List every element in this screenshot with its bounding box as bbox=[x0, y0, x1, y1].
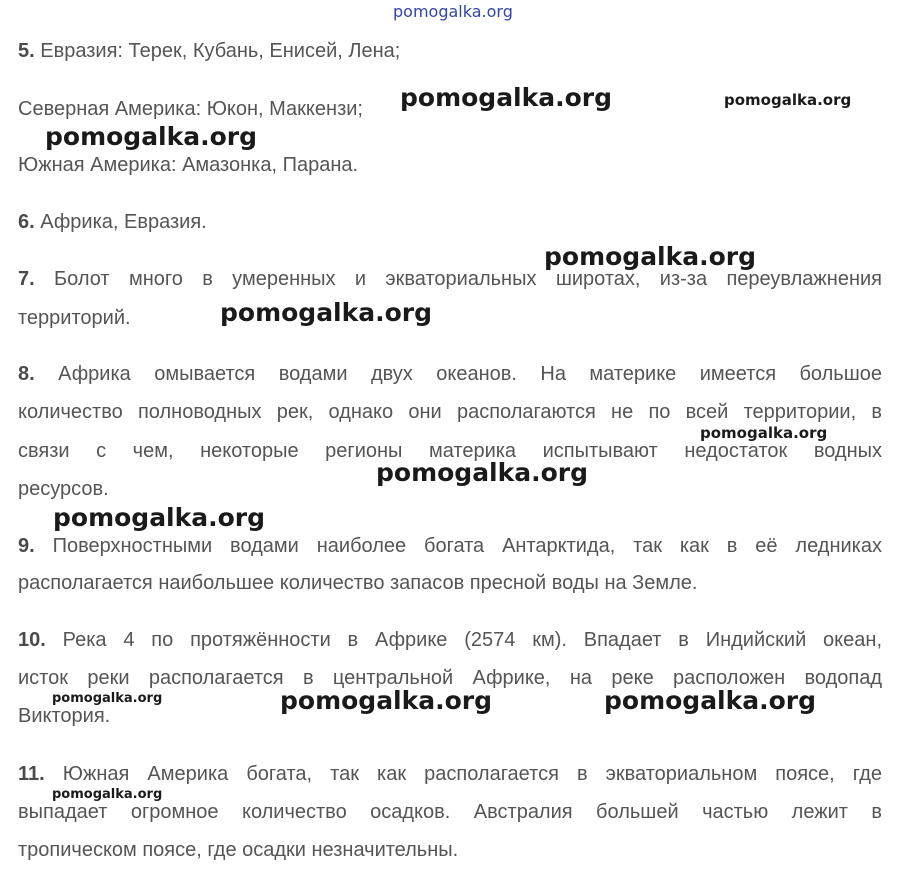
answer-9-text-1: Поверхностными водами наиболее богата Антарктида, так как в её ледниках bbox=[52, 535, 882, 557]
answer-6-number: 6. bbox=[18, 211, 35, 233]
answer-5-line-3: Южная Америка: Амазонка, Парана. bbox=[18, 154, 359, 176]
answer-8-line-1 bbox=[18, 362, 882, 386]
answer-10-line-3: Виктория. bbox=[18, 705, 111, 727]
answer-10-number: 10. bbox=[18, 629, 46, 651]
watermark: pomogalka.org bbox=[544, 242, 757, 271]
answer-6-text: Африка, Евразия. bbox=[40, 211, 207, 233]
watermark: pomogalka.org bbox=[604, 686, 817, 715]
watermark: pomogalka.org bbox=[400, 83, 613, 112]
answer-5-number: 5. bbox=[18, 40, 35, 62]
answer-11-line-1 bbox=[18, 762, 882, 786]
watermark: pomogalka.org bbox=[724, 91, 852, 109]
watermark: pomogalka.org bbox=[376, 458, 589, 487]
answer-8-line-3: связи с чем, некоторые регионы материка испытывают недостаток водных bbox=[18, 440, 882, 462]
answer-8-text-1: Африка омывается водами двух океанов. На материке имеется большое bbox=[58, 363, 883, 385]
watermark: pomogalka.org bbox=[53, 503, 266, 532]
answer-10-text-1: Река 4 по протяжённости в Африке (2574 км). Впадает в Индийский океан, bbox=[62, 629, 882, 651]
answer-5-text-1: Евразия: Терек, Кубань, Енисей, Лена; bbox=[40, 40, 401, 62]
answer-11-line-3: тропическом поясе, где осадки незначительны. bbox=[18, 839, 459, 861]
answer-8-line-4: ресурсов. bbox=[18, 478, 109, 500]
watermark-top: pomogalka.org bbox=[393, 2, 513, 21]
answer-7-line-2: территорий. bbox=[18, 307, 131, 329]
answer-8-number: 8. bbox=[18, 363, 35, 385]
answer-6 bbox=[18, 210, 882, 234]
answer-9-line-2: располагается наибольшее количество запасов пресной воды на Земле. bbox=[18, 572, 698, 594]
watermark: pomogalka.org bbox=[45, 122, 258, 151]
answer-5-line-2: Северная Америка: Юкон, Маккензи; bbox=[18, 98, 363, 120]
answer-10-line-1 bbox=[18, 628, 882, 652]
watermark: pomogalka.org bbox=[52, 787, 163, 802]
answer-7-number: 7. bbox=[18, 268, 35, 290]
answer-8-line-2: количество полноводных рек, однако они располагаются не по всей территории, в bbox=[18, 401, 882, 423]
watermark: pomogalka.org bbox=[280, 686, 493, 715]
watermark: pomogalka.org bbox=[220, 298, 433, 327]
watermark: pomogalka.org bbox=[700, 424, 828, 442]
answer-11-line-2: выпадает огромное количество осадков. Австралия большей частью лежит в bbox=[18, 801, 882, 823]
answer-11-text-1: Южная Америка богата, так как располагается в экваториальном поясе, где bbox=[62, 763, 882, 785]
answer-5-line-1 bbox=[18, 39, 882, 63]
answer-9-number: 9. bbox=[18, 535, 35, 557]
answer-7-text-1: Болот много в умеренных и экваториальных широтах, из-за переувлажнения bbox=[54, 268, 882, 290]
answer-9-line-1 bbox=[18, 534, 882, 558]
watermark: pomogalka.org bbox=[52, 691, 163, 706]
answer-10-line-2: исток реки располагается в центральной Африке, на реке расположен водопад bbox=[18, 667, 882, 689]
answer-11-number: 11. bbox=[18, 763, 45, 785]
